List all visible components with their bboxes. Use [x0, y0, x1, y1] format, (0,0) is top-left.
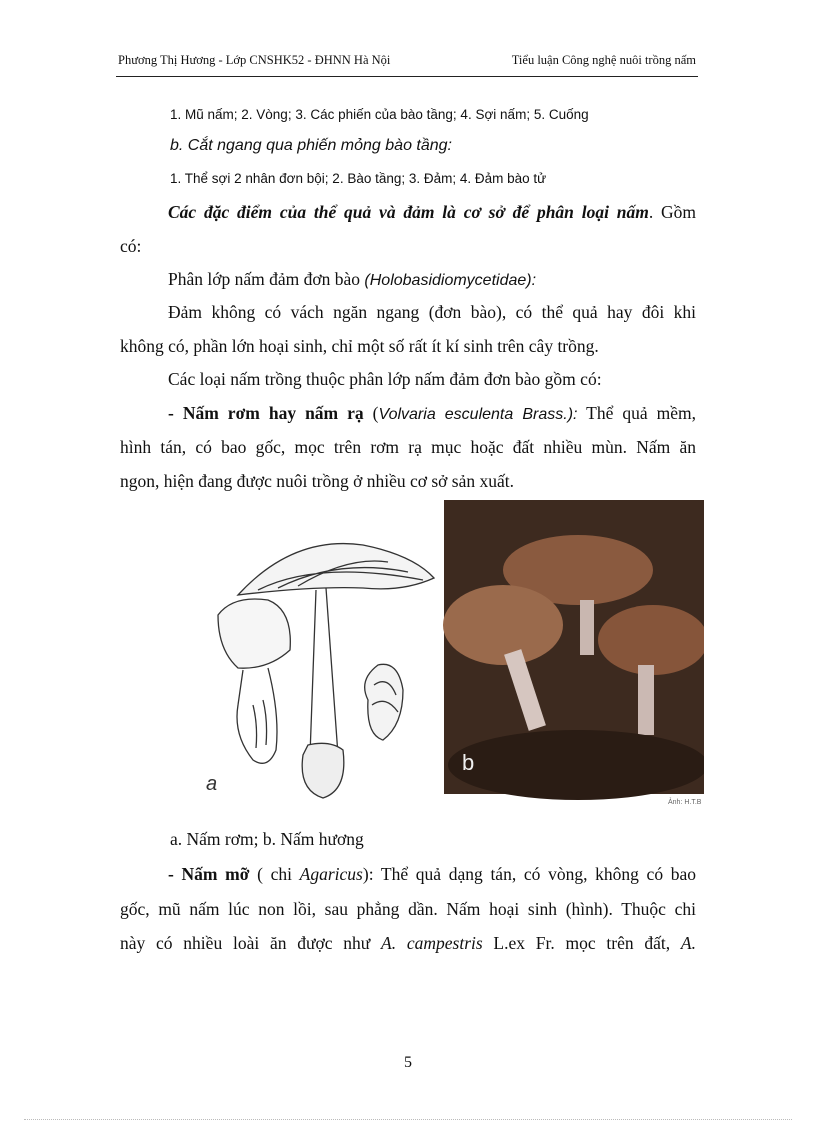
mushroom-figure	[198, 500, 704, 812]
paragraph-agaricus-cont2: này có nhiều loài ăn được như A. campestris L.ex Fr. mọc trên đất, A.	[120, 933, 696, 953]
figure-label-a: a	[206, 773, 218, 795]
page-header	[116, 50, 698, 77]
subclass-heading: Phân lớp nấm đảm đơn bào (Holobasidiomycetidae):	[168, 269, 537, 289]
mushroom-figure-art	[198, 500, 704, 812]
paragraph-straw-mushroom-cont1: hình tán, có bao gốc, mọc trên rơm rạ mục hoặc đất nhiều mùn. Nấm ăn	[120, 437, 696, 457]
paragraph-basidium: Đảm không có vách ngăn ngang (đơn bào), có thể quả hay đôi khi	[168, 302, 696, 322]
figure-caption: a. Nấm rơm; b. Nấm hương	[170, 829, 364, 849]
paragraph-agaricus-cont1: gốc, mũ nấm lúc non lồi, sau phẳng dần. Nấm hoại sinh (hình). Thuộc chi	[120, 899, 696, 919]
paragraph-straw-mushroom-cont2: ngon, hiện đang được nuôi trồng ở nhiều cơ sở sản xuất.	[120, 471, 515, 491]
header-author: Phương Thị Hương - Lớp CNSHK52 - ĐHNN Hà Nội	[118, 53, 391, 67]
paragraph-classification-cont: có:	[120, 236, 142, 256]
paragraph-agaricus: - Nấm mỡ ( chi Agaricus): Thể quả dạng tán, có vòng, không có bao	[168, 864, 697, 884]
page-number: 5	[404, 1054, 412, 1071]
paragraph-cultivated-types: Các loại nấm trồng thuộc phân lớp nấm đảm đơn bào gồm có:	[168, 369, 602, 389]
paragraph-classification: Các đặc điểm của thể quả và đảm là cơ sở để phân loại nấm. Gồm	[168, 202, 696, 222]
page-bottom-divider	[24, 1119, 792, 1120]
figure-legend-part-b: 1. Thể sợi 2 nhân đơn bội; 2. Bào tầng; 3. Đảm; 4. Đảm bào tử	[170, 171, 547, 186]
figure-legend-heading-b: b. Cắt ngang qua phiến mỏng bào tầng:	[170, 137, 452, 154]
paragraph-straw-mushroom: - Nấm rơm hay nấm rạ (Volvaria esculenta Brass.): Thể quả mềm,	[168, 403, 697, 423]
photo-credit: Ảnh: H.T.B	[668, 799, 702, 806]
figure-legend-part-a: 1. Mũ nấm; 2. Vòng; 3. Các phiến của bào tầng; 4. Sợi nấm; 5. Cuống	[170, 107, 589, 122]
figure-label-b: b	[462, 750, 475, 775]
paragraph-basidium-cont: không có, phần lớn hoại sinh, chỉ một số rất ít kí sinh trên cây trồng.	[120, 336, 599, 356]
header-title: Tiểu luận Công nghệ nuôi trồng nấm	[511, 53, 696, 67]
